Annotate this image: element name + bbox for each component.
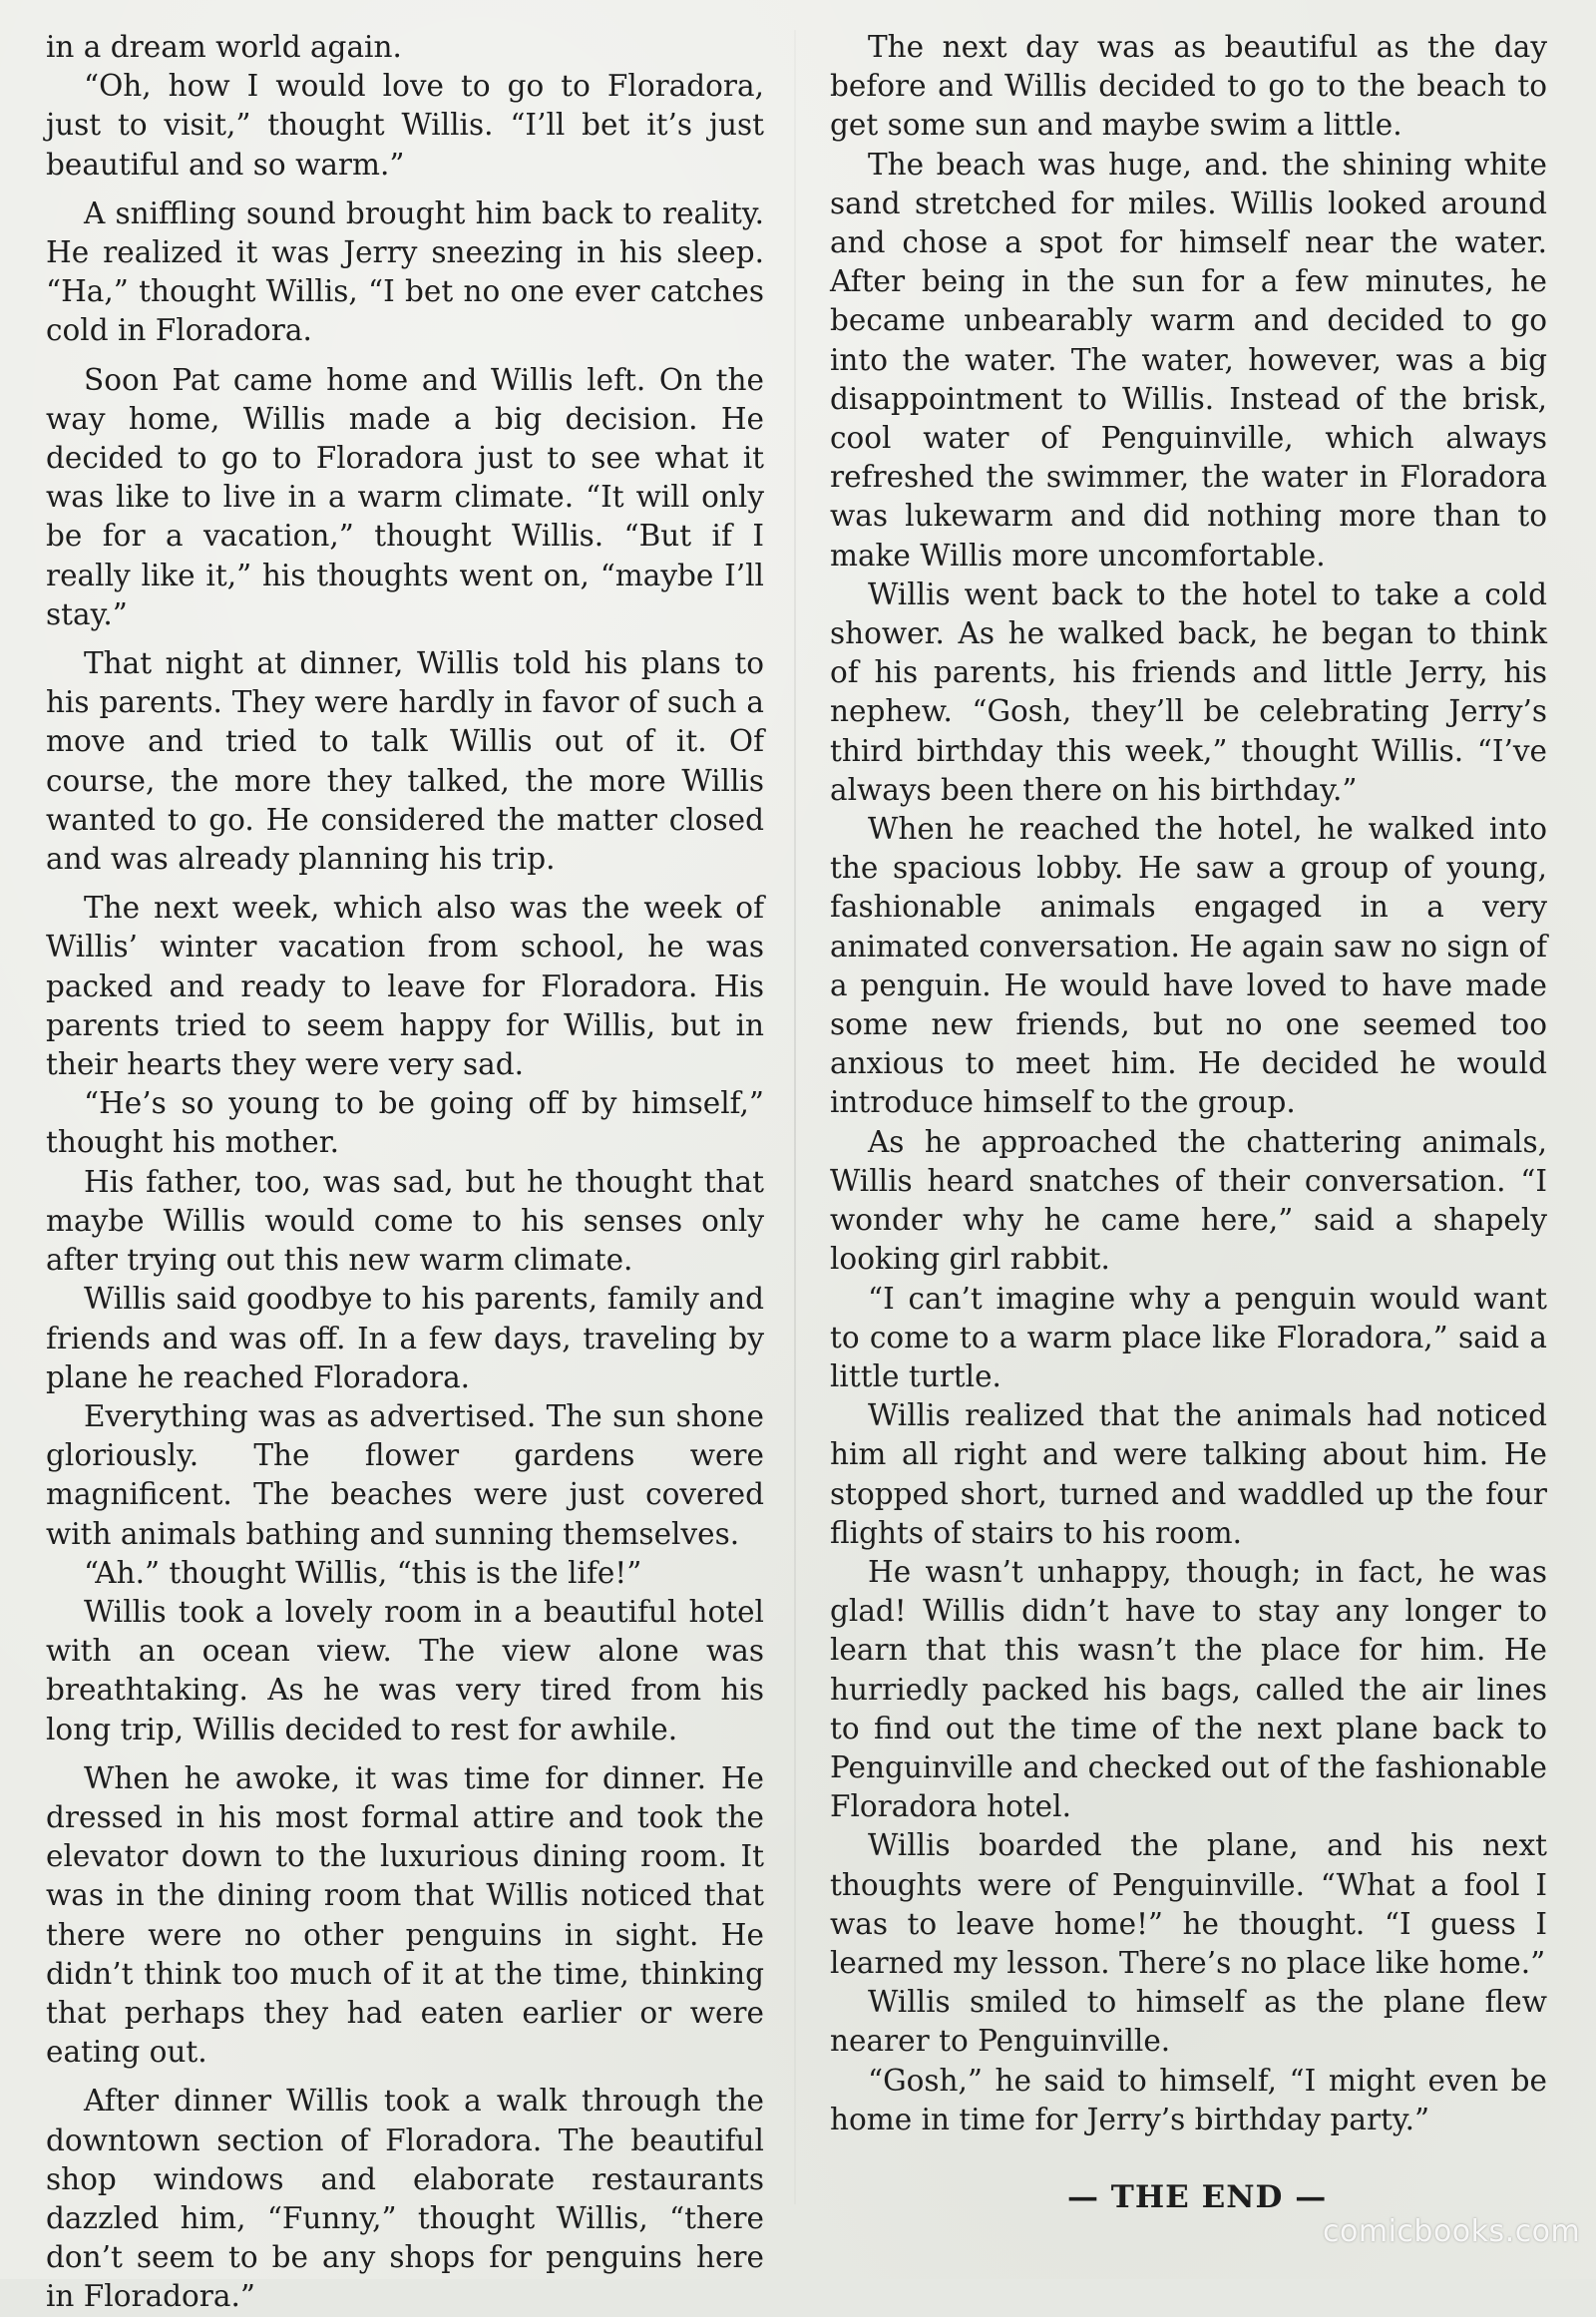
story-paragraph: “Ah.” thought Willis, “this is the life!” [84, 1555, 642, 1590]
story-paragraph: Willis took a lovely room in a beautiful hotel with an ocean view. The view alone was breathtaking. As he was very tired from his long trip, Willis decided to rest for awhile. [46, 1594, 764, 1746]
story-paragraph: That night at dinner, Willis told his plans to his parents. They were hardly in favor of such a move and tried to talk Willis out of it. Of course, the more they talked, the more Willis wanted to go. He considered the matter closed and was already planning his trip. [46, 646, 764, 877]
story-paragraph: “He’s so young to be going off by himself,” thought his mother. [46, 1086, 764, 1160]
story-paragraph: Willis said goodbye to his parents, family and friends and was off. In a few days, traveling by plane he reached Floradora. [46, 1282, 764, 1394]
story-paragraph: Willis realized that the animals had noticed him all right and were talking about him. He stopped short, turned and waddled up the four flights of stairs to his room. [830, 1398, 1547, 1550]
story-paragraph: Soon Pat came home and Willis left. On the way home, Willis made a big decision. He decided to go to Floradora just to see what it was like to live in a warm climate. “It will only be for a vacation,” thought Willis. “But if I really like it,” his thoughts went on, “maybe I’ll stay.” [46, 362, 764, 631]
story-paragraph: When he awoke, it was time for dinner. He dressed in his most formal attire and took the elevator down to the luxurious dining room. It was in the dining room that Willis noticed that there were no other penguins in sight. He didn’t think too much of it at the time, thinking that perhaps they had eaten earlier or were eating out. [46, 1760, 764, 2070]
column-gutter [794, 30, 796, 2204]
story-paragraph: Willis smiled to himself as the plane flew nearer to Penguinville. [830, 1985, 1547, 2059]
story-paragraph: Willis boarded the plane, and his next thoughts were of Penguinville. “What a fool I was to leave home!” he thought. “I guess I learned my lesson. There’s no place like home.” [830, 1828, 1547, 1980]
site-watermark: comicbooks.com [1323, 2214, 1581, 2249]
story-paragraph: As he approached the chattering animals, Willis heard snatches of their conversation. “I wonder why he came here,” said a shapely looking girl rabbit. [830, 1124, 1547, 1277]
story-paragraph: His father, too, was sad, but he thought that maybe Willis would come to his senses only after trying out this new warm climate. [46, 1164, 764, 1278]
story-paragraph: “Gosh,” he said to himself, “I might even be home in time for Jerry’s birthday party.” [830, 2063, 1547, 2136]
story-paragraph: The next day was as beautiful as the day before and Willis decided to go to the beach to get some sun and maybe swim a little. [830, 30, 1547, 143]
the-end-label: — THE END — [1067, 2179, 1328, 2215]
story-paragraph: The beach was huge, and. the shining white sand stretched for miles. Willis looked around and chose a spot for himself near the water. After being in the sun for a few minutes, he became unbearably warm and decided to go into the water. The water, however, was a big disappointment to Willis. Instead of the brisk, cool water of Penguinville, which always refreshed the swimmer, the water in Floradora was lukewarm and did nothing more than to make Willis more uncomfortable. [830, 147, 1547, 573]
story-paragraph: The next week, which also was the week of Willis’ winter vacation from school, he was packed and ready to leave for Floradora. His parents tried to seem happy for Willis, but in their hearts they were very sad. [46, 891, 764, 1082]
left-text-column [46, 28, 764, 2317]
story-paragraph: Everything was as advertised. The sun shone gloriously. The flower gardens were magnificent. The beaches were just covered with animals bathing and sunning themselves. [46, 1398, 764, 1551]
right-text-column [830, 28, 1547, 2139]
story-paragraph: Willis went back to the hotel to take a cold shower. As he walked back, he began to think of his parents, his friends and little Jerry, his nephew. “Gosh, they’ll be celebrating Jerry’s third birthday this week,” thought Willis. “I’ve always been there on his birthday.” [830, 577, 1547, 807]
story-paragraph: After dinner Willis took a walk through the downtown section of Floradora. The beautiful shop windows and elaborate restaurants dazzled him, “Funny,” thought Willis, “there don’t seem to be any shops for penguins here in Floradora.” [46, 2084, 764, 2314]
story-paragraph: in a dream world again. [46, 30, 402, 64]
story-paragraph: He wasn’t unhappy, though; in fact, he was glad! Willis didn’t have to stay any longer to learn that this wasn’t the place for him. He hurriedly packed his bags, called the air lines to find out the time of the next plane back to Penguinville and checked out of the fashionable Floradora hotel. [830, 1554, 1547, 1824]
story-paragraph: A sniffling sound brought him back to reality. He realized it was Jerry sneezing in his sleep. “Ha,” thought Willis, “I bet no one ever catches cold in Floradora. [46, 195, 764, 348]
story-paragraph: “I can’t imagine why a penguin would want to come to a warm place like Floradora,” said a little turtle. [830, 1281, 1547, 1393]
story-paragraph: When he reached the hotel, he walked into the spacious lobby. He saw a group of young, fashionable animals engaged in a very animated conversation. He again saw no sign of a penguin. He would have loved to have made some new friends, but no one seemed too anxious to meet him. He decided he would introduce himself to the group. [830, 812, 1547, 1120]
story-paragraph: “Oh, how I would love to go to Floradora, just to visit,” thought Willis. “I’ll bet it’s just beautiful and so warm.” [46, 69, 764, 182]
